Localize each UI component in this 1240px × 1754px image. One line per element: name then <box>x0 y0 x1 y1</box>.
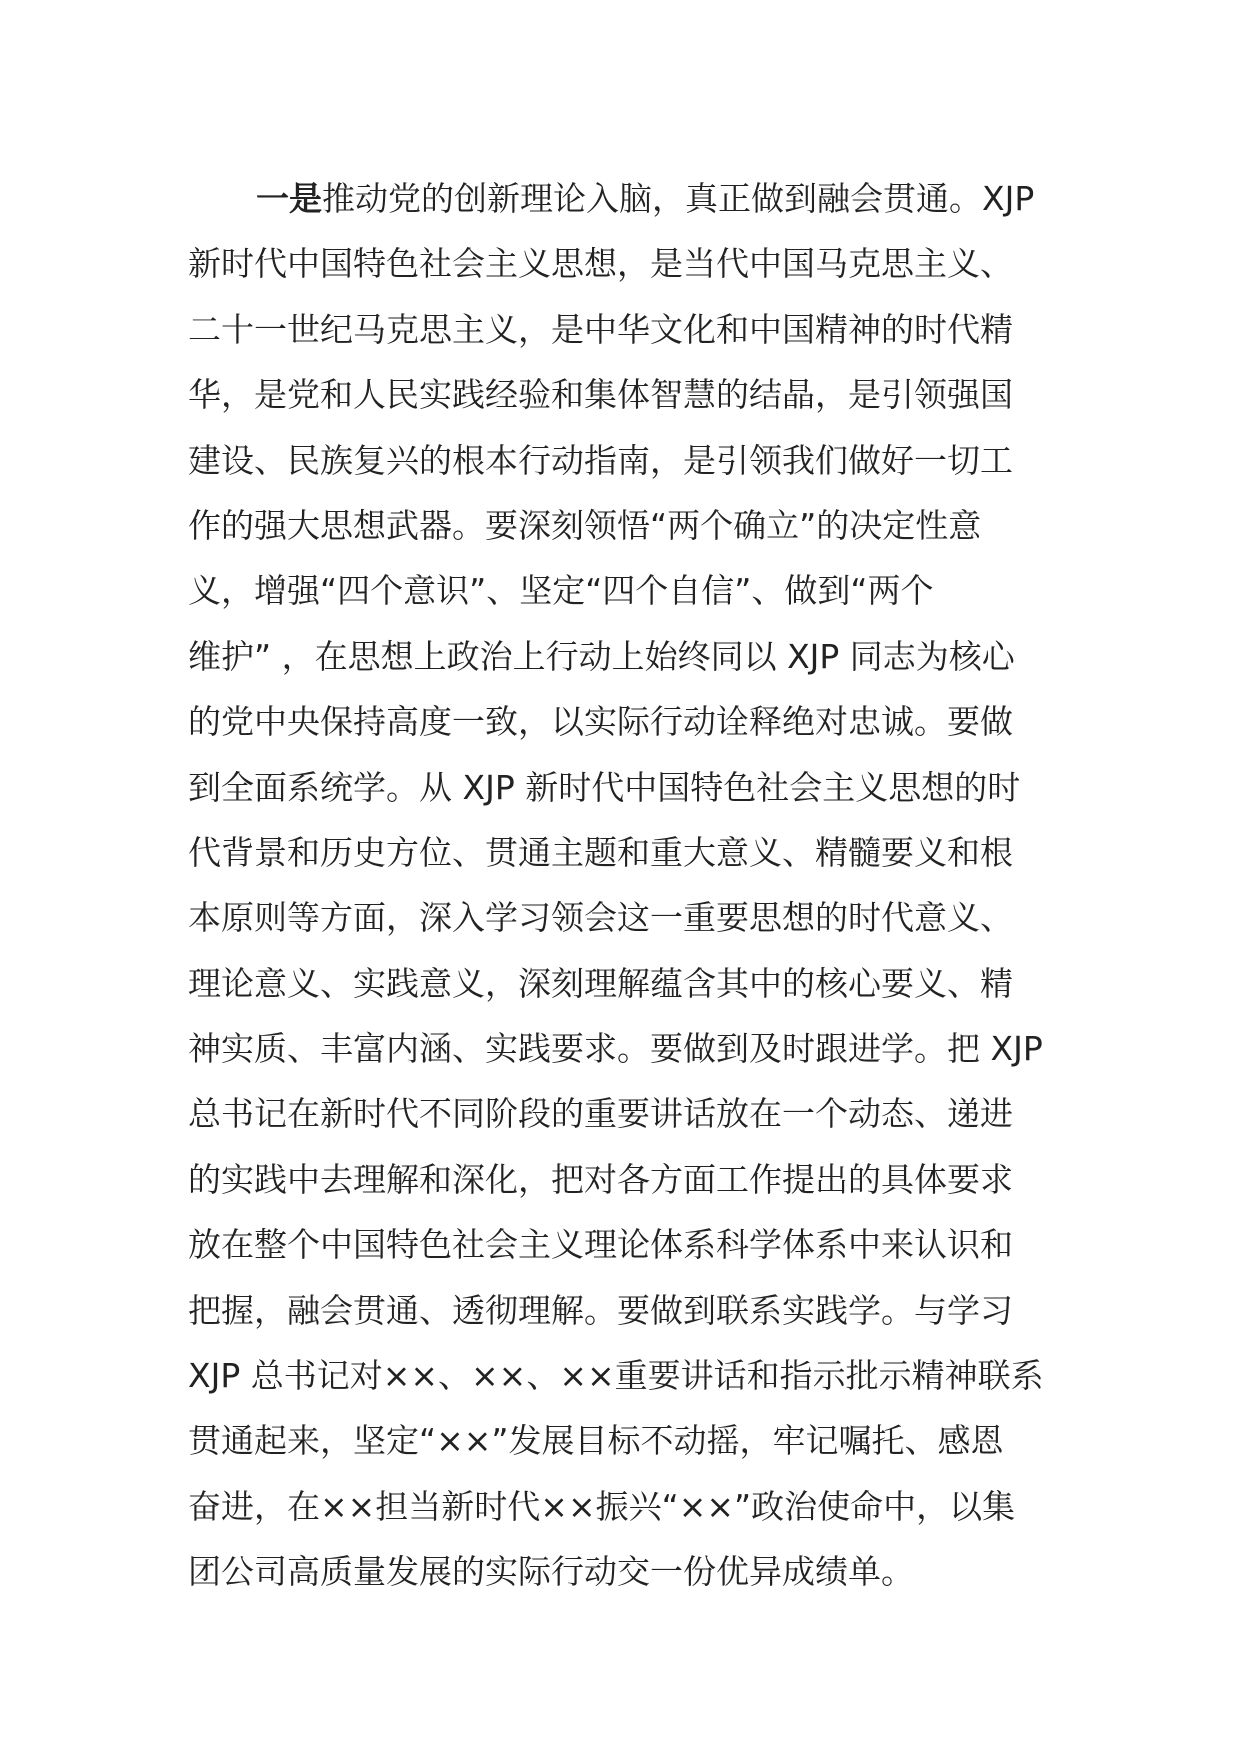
paragraph-line: 维护” ，在思想上政治上行动上始终同以 XJP 同志为核心 <box>188 636 1015 676</box>
paragraph-line: 作的强大思想武器。要深刻领悟“两个确立”的决定性意 <box>188 505 982 545</box>
paragraph-line: 理论意义、实践意义，深刻理解蕴含其中的核心要义、精 <box>188 963 1013 1003</box>
paragraph-line: 把握，融会贯通、透彻理解。要做到联系实践学。与学习 <box>188 1290 1013 1330</box>
paragraph <box>188 166 1068 1605</box>
paragraph-line: 奋进，在××担当新时代××振兴“××”政治使命中，以集 <box>188 1486 1016 1526</box>
paragraph-line: 团公司高质量发展的实际行动交一份优异成绩单。 <box>188 1552 914 1592</box>
paragraph-line: 贯通起来，坚定“××”发展目标不动摇，牢记嘱托、感恩 <box>188 1421 1004 1461</box>
paragraph-line <box>188 166 1068 231</box>
paragraph-line: 到全面系统学。从 XJP 新时代中国特色社会主义思想的时 <box>188 767 1021 807</box>
paragraph-line: 本原则等方面，深入学习领会这一重要思想的时代意义、 <box>188 898 1013 938</box>
paragraph-line: 神实质、丰富内涵、实践要求。要做到及时跟进学。把 XJP <box>188 1029 1043 1069</box>
paragraph-line: XJP 总书记对××、××、××重要讲话和指示批示精神联系 <box>188 1356 1044 1396</box>
paragraph-line: 建设、民族复兴的根本行动指南，是引领我们做好一切工 <box>188 440 1013 480</box>
paragraph-line: 代背景和历史方位、贯通主题和重大意义、精髓要义和根 <box>188 832 1013 872</box>
paragraph-line: 的党中央保持高度一致，以实际行动诠释绝对忠诚。要做 <box>188 702 1013 742</box>
paragraph-line: 放在整个中国特色社会主义理论体系科学体系中来认识和 <box>188 1225 1013 1265</box>
paragraph-line-text: 推动党的创新理论入脑，真正做到融会贯通。XJP <box>322 179 1035 218</box>
paragraph-line: 的实践中去理解和深化，把对各方面工作提出的具体要求 <box>188 1159 1013 1199</box>
paragraph-line: 义，增强“四个意识”、坚定“四个自信”、做到“两个 <box>188 571 934 611</box>
paragraph-line: 华，是党和人民实践经验和集体智慧的结晶，是引领强国 <box>188 375 1013 415</box>
paragraph-line: 总书记在新时代不同阶段的重要讲话放在一个动态、递进 <box>188 1094 1013 1134</box>
paragraph-lead: 一是 <box>256 179 322 218</box>
paragraph-line: 二十一世纪马克思主义，是中华文化和中国精神的时代精 <box>188 309 1013 349</box>
paragraph-line: 新时代中国特色社会主义思想，是当代中国马克思主义、 <box>188 244 1013 284</box>
